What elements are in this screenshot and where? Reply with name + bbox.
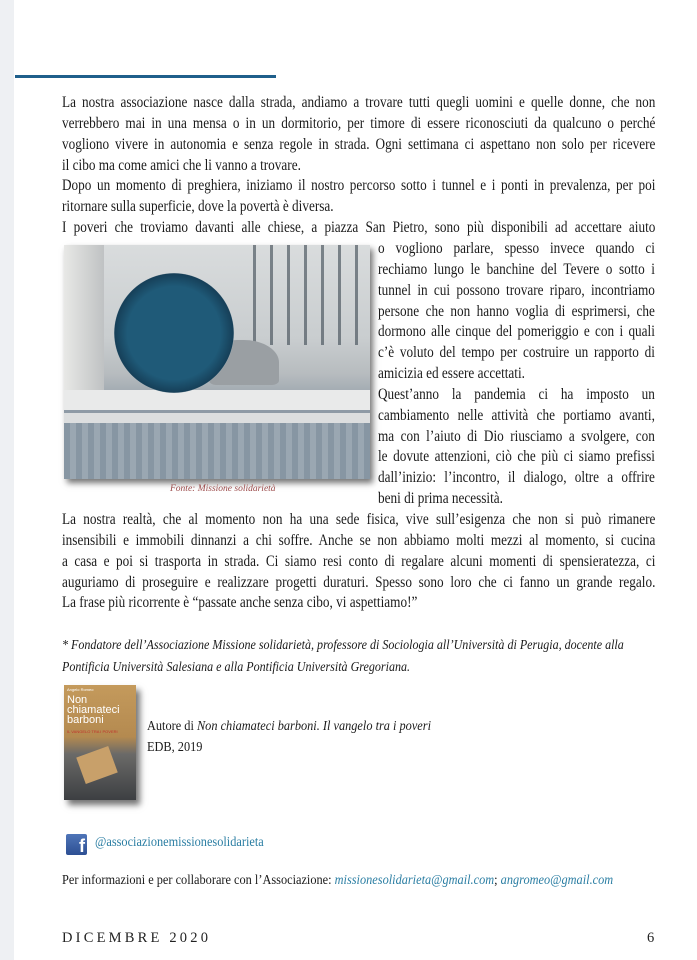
photo-steps-lower — [64, 413, 370, 423]
author-prefix: Autore di — [147, 719, 197, 734]
article-line: vogliono vivere in autonomia e senza regole in strada. Ogni settimana ci aspettano non solo per ricevere — [62, 135, 656, 153]
footnote-line-1: * Fondatore dell’Associazione Missione solidarietà, professore di Sociologia all’Università di Perugia, docente alla — [62, 638, 624, 653]
article-line: persone che non hanno voglia di esprimersi, che — [378, 302, 655, 320]
article-line: beni di prima necessità. — [378, 490, 503, 508]
article-line: La nostra associazione nasce dalla strada, andiamo a trovare tutti quegli uomini e quelle donne, che non — [62, 94, 656, 111]
photo-caption: Fonte: Missione solidarietà — [170, 484, 276, 494]
article-line: La nostra realtà, che al momento non ha una sede fisica, vive sull’esigenza che non si può rimanere — [62, 511, 656, 528]
page-number: 6 — [647, 930, 655, 946]
photo-railing — [239, 245, 359, 345]
book-cover-title — [67, 695, 120, 725]
facebook-handle-link[interactable]: @associazionemissionesolidarieta — [95, 835, 264, 850]
article-line: amicizia ed essere accettati. — [378, 365, 525, 383]
photo-umbrella — [114, 273, 234, 393]
article-line: rechiamo lungo le banchine del Tevere o sotto i — [378, 260, 655, 278]
article-photo-umbrella — [64, 245, 370, 479]
book-cover-title-line: barboni — [67, 714, 104, 726]
book-cover-title-line: chiamateci — [67, 704, 120, 716]
header-rule — [15, 75, 276, 78]
article-line: a casa e poi si trasporta in strada. Ci siamo resi conto di regalare alcuni momenti di spensieratezza, ci — [62, 552, 656, 570]
article-line: ritornare sulla superficie, dove la povertà è diversa. — [62, 198, 334, 216]
photo-pavement — [64, 423, 370, 479]
article-line: tunnel in cui possono trovare riparo, incontriamo — [378, 281, 655, 299]
book-cover-subtitle: IL VANGELO TRA I POVERI — [67, 729, 118, 734]
article-line: ma con l’aiuto di Dio riusciamo a svolgere, con — [378, 427, 655, 445]
photo-steps — [64, 390, 370, 410]
book-title: Non chiamateci barboni. Il vangelo tra i poveri — [196, 719, 432, 734]
book-publisher: EDB, 2019 — [147, 740, 203, 755]
article-line: La frase più ricorrente è “passate anche senza cibo, vi aspettiamo!” — [62, 594, 418, 612]
email-link-missione[interactable]: missionesolidarieta@gmail.com — [334, 873, 495, 888]
article-line: I poveri che troviamo davanti alle chiese, a piazza San Pietro, sono più disponibili ad accettare aiuto — [62, 219, 656, 237]
article-line: verrebbero mai in una mensa o in un dormitorio, per timore di essere riconosciuti da qualcuno o perché — [62, 114, 656, 132]
contact-prefix: Per informazioni e per collaborare con l’Associazione: — [62, 873, 335, 888]
email-link-angromeo[interactable]: angromeo@gmail.com — [500, 873, 614, 888]
article-line: o vogliono parlare, spesso invece quando ci — [378, 239, 655, 257]
article-line: c’è voluto del tempo per costruire un rapporto di — [378, 344, 655, 362]
contact-line — [62, 873, 613, 889]
footer-date: DICEMBRE 2020 — [62, 930, 212, 946]
article-line: dormono alle cinque del pomeriggio e con i quali — [378, 323, 655, 341]
page-margin — [0, 0, 14, 960]
book-cover-title-line: Non — [67, 694, 88, 706]
article-line: auguriamo di proseguire e realizzare progetti duraturi. Spesso sono loro che ci fanno un grande regalo. — [62, 573, 656, 591]
facebook-icon[interactable]: f — [66, 834, 87, 855]
article-line: dall’inizio: l’incontro, il dialogo, oltre a offrire — [378, 469, 655, 487]
contact-separator: ; — [494, 873, 501, 888]
article-line: Quest’anno la pandemia ci ha imposto un — [378, 385, 655, 403]
article-line: le dovute attenzioni, ciò che più ci siamo prefissi — [378, 448, 655, 466]
footnote-line-2: Pontificia Università Salesiana e alla Pontificia Università Gregoriana. — [62, 660, 411, 675]
article-line: cambiamento nelle attività che portiamo avanti, — [378, 406, 655, 424]
book-author-line — [147, 717, 431, 737]
article-line: insensibili e immobili dinnanzi a chi soffre. Anche se non abbiamo molti mezzi al momento, si cucina — [62, 531, 656, 549]
article-line: il cibo ma come amici che li vanno a trovare. — [62, 156, 301, 174]
book-cover-author: Angelo Romeo — [67, 687, 94, 692]
book-cover — [64, 685, 136, 800]
article-line: Dopo un momento di preghiera, iniziamo il nostro percorso sotto i tunnel e i ponti in prevalenza, per poi — [62, 177, 656, 195]
book-cover-house — [76, 746, 118, 784]
photo-wall — [64, 245, 104, 395]
